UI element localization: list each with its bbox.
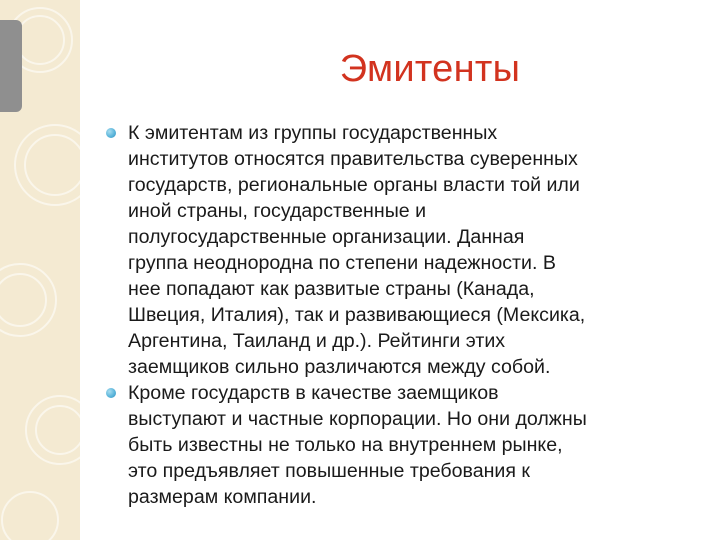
text-line: размерам компании. [128,486,317,508]
bullet-item [105,120,705,380]
bullet-text [128,120,705,380]
bullet-item [105,380,705,510]
text-line: Швеция, Италия), так и развивающиеся (Мексика, [128,304,586,326]
gray-tab [0,20,22,112]
bullet-text [128,380,705,510]
text-line: это предъявляет повышенные требования к [128,460,530,482]
text-line: нее попадают как развитые страны (Канада, [128,278,535,300]
bullet-list [105,120,705,510]
text-line: институтов относятся правительства суверенных [128,148,578,170]
text-line: полугосударственные организации. Данная [128,226,525,248]
text-line: заемщиков сильно различаются между собой. [128,356,551,378]
bullet-icon [106,128,116,138]
text-line: Кроме государств в качестве заемщиков [128,382,499,404]
slide-title: Эмитенты [339,48,521,90]
text-line: Аргентина, Таиланд и др.). Рейтинги этих [128,330,506,352]
text-line: К эмитентам из группы государственных [128,122,498,144]
text-line: быть известны не только на внутреннем рынке, [128,434,563,456]
bullet-icon [106,388,116,398]
text-line: иной страны, государственные и [128,200,427,222]
text-line: группа неоднородна по степени надежности. В [128,252,556,274]
decorative-side-panel [0,0,80,540]
text-line: государств, региональные органы власти той или [128,174,580,196]
text-line: выступают и частные корпорации. Но они должны [128,408,587,430]
